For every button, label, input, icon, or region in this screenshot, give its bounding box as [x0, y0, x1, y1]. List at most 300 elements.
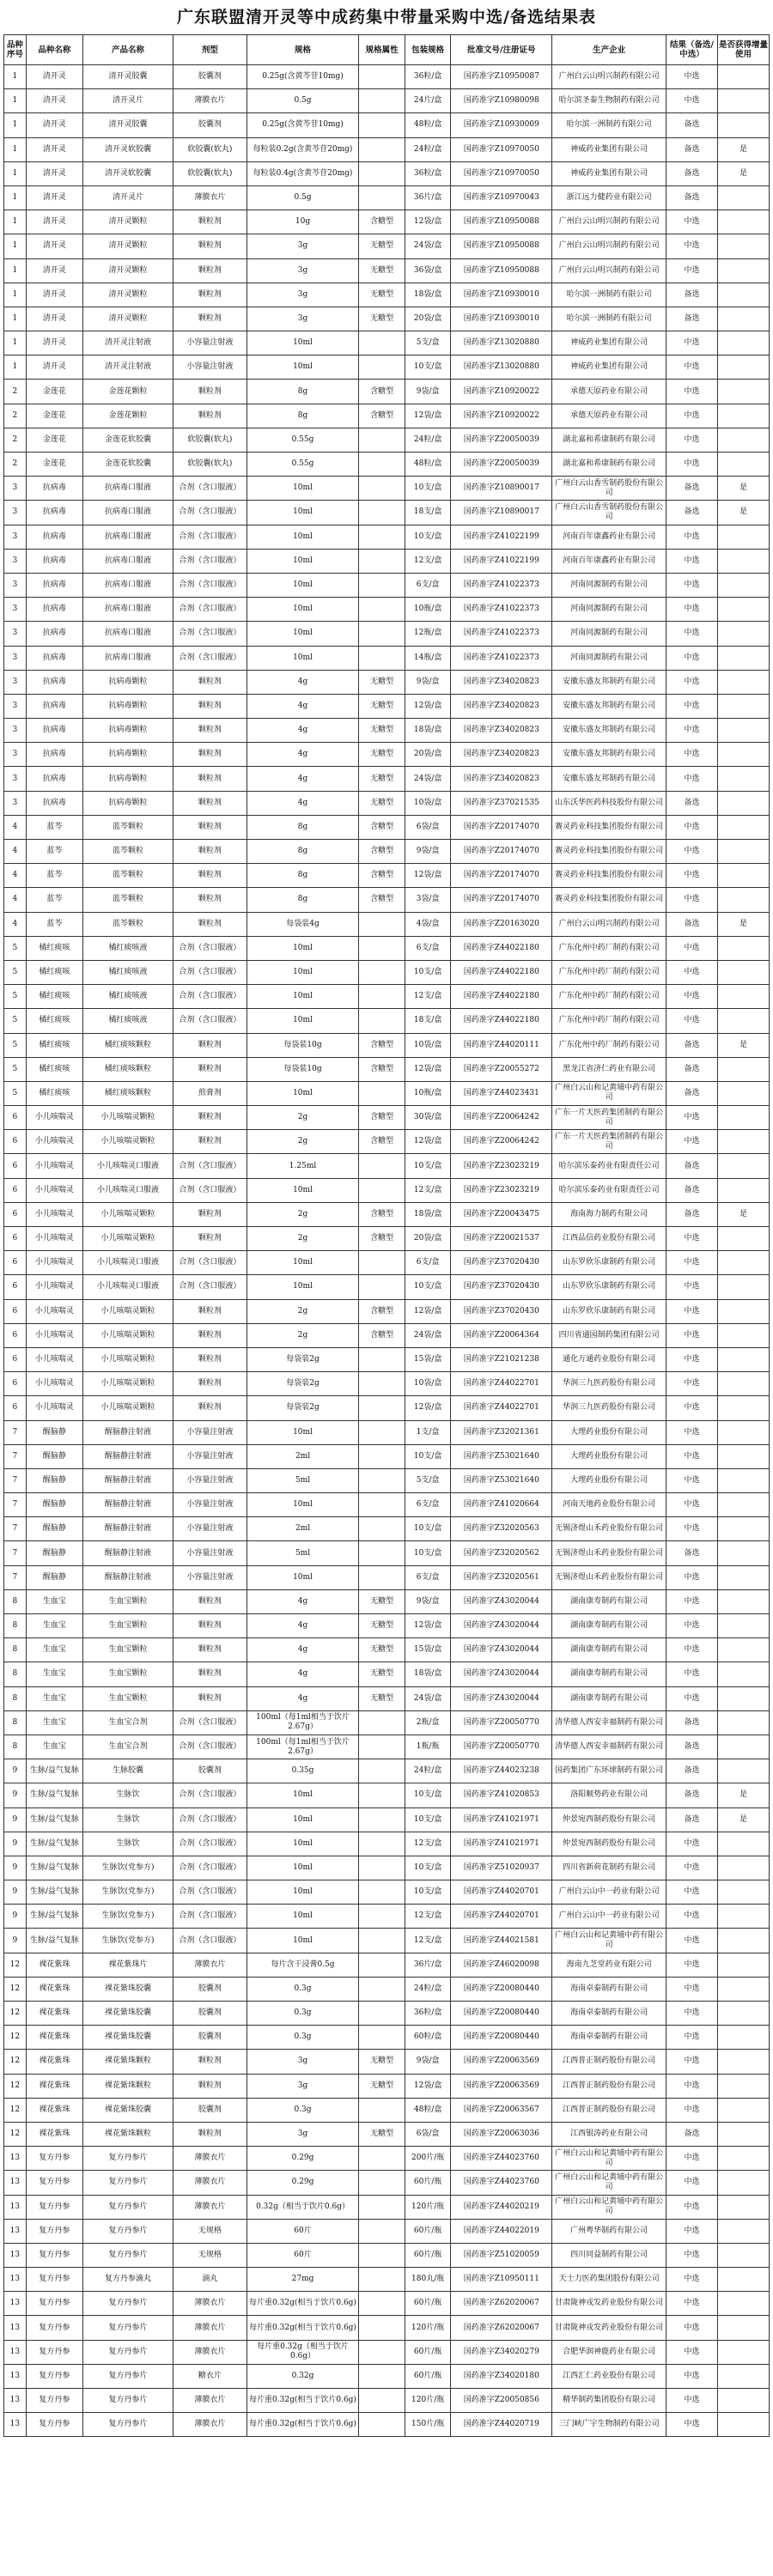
table-cell: 7 [4, 1444, 27, 1468]
table-cell [717, 1420, 769, 1444]
table-cell: 国药准字Z41022373 [451, 622, 552, 646]
table-cell: 广州白云山和记黄埔中药有限公司 [552, 2195, 666, 2219]
table-cell: 神威药业集团有限公司 [552, 161, 666, 185]
table-cell: 生脉/益气复脉 [26, 1905, 82, 1929]
table-cell: 国药准字Z23023219 [451, 1178, 552, 1202]
table-cell: 国药准字Z20050770 [451, 1735, 552, 1759]
table-cell: 蓝芩 [26, 840, 82, 864]
table-cell: 2g [247, 1323, 359, 1347]
table-cell: 12 [4, 2074, 27, 2098]
table-row [4, 1541, 770, 1565]
table-cell: 广州白云山香雪制药股份有限公司 [552, 501, 666, 525]
table-cell [359, 453, 405, 477]
table-cell: 10ml [247, 1420, 359, 1444]
table-cell: 小容量注射液 [173, 331, 247, 355]
table-cell: 醒脑静 [26, 1468, 82, 1492]
table-cell: 10ml [247, 598, 359, 622]
table-cell: 颗粒剂 [173, 1662, 247, 1686]
table-cell [717, 719, 769, 743]
table-cell: 10支/盒 [405, 1783, 451, 1807]
table-cell: 小儿咳喘灵 [26, 1275, 82, 1299]
table-cell: 10支/盒 [405, 1444, 451, 1468]
table-cell: 中选 [666, 2268, 717, 2292]
table-cell: 国药准字Z10930010 [451, 283, 552, 307]
table-cell: 小儿咳喘灵 [26, 1251, 82, 1275]
table-cell [359, 1710, 405, 1735]
table-cell: 抗病毒 [26, 477, 82, 501]
table-cell: 薄膜衣片 [173, 2195, 247, 2219]
table-cell: 国药准字Z20174070 [451, 888, 552, 912]
table-cell: 10支/盒 [405, 525, 451, 549]
table-cell: 9 [4, 1856, 27, 1880]
table-cell [359, 1880, 405, 1905]
table-cell [717, 1396, 769, 1420]
table-cell: 国药准字Z10890017 [451, 501, 552, 525]
table-cell: 国药准字Z44022701 [451, 1396, 552, 1420]
table-cell: 国药准字Z51020059 [451, 2243, 552, 2267]
table-cell: 5 [4, 1057, 27, 1081]
table-cell: 广州白云山明兴制药有限公司 [552, 258, 666, 283]
table-cell: 9 [4, 1759, 27, 1783]
table-cell: 8 [4, 1735, 27, 1759]
table-cell: 10ml [247, 646, 359, 670]
table-cell: 通化万通药业股份有限公司 [552, 1347, 666, 1371]
table-cell [717, 2268, 769, 2292]
table-cell: 国药准字Z37021535 [451, 791, 552, 815]
table-cell [359, 1275, 405, 1299]
table-cell: 小容量注射液 [173, 1565, 247, 1589]
table-cell: 清开灵注射液 [83, 331, 173, 355]
table-cell: 0.25g(含黄芩苷10mg) [247, 65, 359, 89]
table-cell: 哈尔滨一洲制药有限公司 [552, 113, 666, 137]
table-cell: 甘肃陇神戎发药业股份有限公司 [552, 2316, 666, 2340]
table-cell [717, 2026, 769, 2050]
table-cell: 10ml [247, 1565, 359, 1589]
table-cell: 150片/瓶 [405, 2413, 451, 2437]
table-cell: 安徽东盛友邦制药有限公司 [552, 743, 666, 767]
table-row [4, 1202, 770, 1226]
table-cell: 颗粒剂 [173, 670, 247, 694]
table-cell: 6支/盒 [405, 936, 451, 960]
table-cell: 是 [717, 1202, 769, 1226]
table-cell: 2g [247, 1106, 359, 1130]
table-cell: 备选 [666, 1202, 717, 1226]
table-cell: 生脉饮(党参方) [83, 1929, 173, 1953]
table-cell: 国药准字Z44020111 [451, 1033, 552, 1057]
table-cell: 0.5g [247, 89, 359, 113]
table-cell: 中选 [666, 1130, 717, 1154]
table-cell: 复方丹参 [26, 2413, 82, 2437]
table-cell: 无糖型 [359, 307, 405, 331]
table-row [4, 1880, 770, 1905]
table-cell: 12袋/盒 [405, 864, 451, 888]
table-row [4, 137, 770, 161]
table-cell: 含糖型 [359, 1033, 405, 1057]
table-cell: 1 [4, 307, 27, 331]
table-cell: 15袋/盒 [405, 1347, 451, 1371]
table-cell: 蓝芩颗粒 [83, 864, 173, 888]
table-cell: 0.3g [247, 1977, 359, 2001]
table-cell: 2 [4, 404, 27, 428]
table-cell: 7 [4, 1541, 27, 1565]
table-cell: 蓝芩 [26, 888, 82, 912]
table-cell: 国药准字Z34020823 [451, 719, 552, 743]
table-cell: 含糖型 [359, 404, 405, 428]
table-row [4, 1009, 770, 1033]
table-cell: 7 [4, 1493, 27, 1517]
table-row [4, 453, 770, 477]
table-cell: 6 [4, 1275, 27, 1299]
table-cell: 颗粒剂 [173, 694, 247, 718]
table-row [4, 89, 770, 113]
table-cell: 小儿咳喘灵颗粒 [83, 1372, 173, 1396]
table-cell: 国药准字Z20050770 [451, 1710, 552, 1735]
table-cell: 颗粒剂 [173, 815, 247, 839]
table-cell: 裸花紫珠颗粒 [83, 2050, 173, 2074]
table-cell: 备选 [666, 137, 717, 161]
table-cell: 6 [4, 1323, 27, 1347]
table-row [4, 525, 770, 549]
table-cell: 中选 [666, 1299, 717, 1323]
table-cell: 10支/盒 [405, 1154, 451, 1178]
table-cell: 12 [4, 2050, 27, 2074]
table-cell: 18支/盒 [405, 501, 451, 525]
table-cell [359, 2243, 405, 2267]
table-cell: 12袋/盒 [405, 404, 451, 428]
table-cell: 4 [4, 840, 27, 864]
table-cell: 胶囊剂 [173, 1759, 247, 1783]
table-cell: 颗粒剂 [173, 404, 247, 428]
table-cell: 12支/盒 [405, 1905, 451, 1929]
table-cell: 金莲花软胶囊 [83, 453, 173, 477]
table-cell: 薄膜衣片 [173, 1953, 247, 1977]
table-cell: 10支/盒 [405, 1517, 451, 1541]
table-cell: 广州白云山香雪制药股份有限公司 [552, 477, 666, 501]
table-cell: 裸花紫珠胶囊 [83, 2026, 173, 2050]
table-row [4, 501, 770, 525]
table-cell: 合剂（含口服液） [173, 1783, 247, 1807]
table-cell: 颗粒剂 [173, 1323, 247, 1347]
table-cell: 颗粒剂 [173, 1130, 247, 1154]
table-cell: 复方丹参片 [83, 2340, 173, 2364]
table-cell: 20袋/盒 [405, 743, 451, 767]
table-row [4, 840, 770, 864]
table-cell: 24粒/盒 [405, 1977, 451, 2001]
table-cell: 小儿咳喘灵 [26, 1372, 82, 1396]
table-cell: 国药准字Z21021238 [451, 1347, 552, 1371]
table-cell: 国药准字Z43020044 [451, 1638, 552, 1662]
table-row [4, 113, 770, 137]
table-cell: 湖南康寿制药有限公司 [552, 1686, 666, 1710]
table-cell: 小儿咳喘灵 [26, 1347, 82, 1371]
table-cell: 仲景宛西制药股份有限公司 [552, 1807, 666, 1832]
table-cell: 复方丹参片 [83, 2292, 173, 2316]
table-cell: 10ml [247, 1880, 359, 1905]
table-cell: 中选 [666, 815, 717, 839]
table-cell: 中选 [666, 2389, 717, 2413]
table-cell: 清开灵 [26, 185, 82, 210]
table-cell: 每袋装10g [247, 1057, 359, 1081]
table-cell: 3 [4, 646, 27, 670]
table-cell: 神威药业集团有限公司 [552, 331, 666, 355]
table-cell: 国药准字Z44023431 [451, 1081, 552, 1105]
table-cell: 3 [4, 573, 27, 597]
table-cell: 6袋/盒 [405, 2122, 451, 2146]
table-cell: 合剂（含口服液） [173, 501, 247, 525]
table-cell: 3袋/盒 [405, 888, 451, 912]
table-cell: 清开灵 [26, 355, 82, 380]
table-cell: 24袋/盒 [405, 1323, 451, 1347]
table-cell: 中选 [666, 1953, 717, 1977]
table-cell: 颗粒剂 [173, 888, 247, 912]
table-cell: 8 [4, 1662, 27, 1686]
table-cell [359, 1081, 405, 1105]
table-cell: 合剂（含口服液） [173, 646, 247, 670]
table-cell: 备选 [666, 1541, 717, 1565]
table-cell: 国药准字Z44023760 [451, 2147, 552, 2171]
table-cell: 颗粒剂 [173, 1202, 247, 1226]
table-cell: 8g [247, 840, 359, 864]
table-row [4, 2026, 770, 2050]
table-cell [359, 2026, 405, 2050]
table-cell [359, 1759, 405, 1783]
table-cell: 生血宝颗粒 [83, 1662, 173, 1686]
table-cell: 抗病毒 [26, 694, 82, 718]
table-cell: 清开灵胶囊 [83, 113, 173, 137]
table-cell: 无糖型 [359, 2074, 405, 2098]
table-cell: 备选 [666, 307, 717, 331]
table-cell: 复方丹参 [26, 2364, 82, 2388]
table-cell: 醒脑静 [26, 1444, 82, 1468]
table-cell: 无糖型 [359, 1686, 405, 1710]
table-cell: 蓝芩 [26, 864, 82, 888]
table-cell: 生血宝 [26, 1589, 82, 1613]
table-cell: 9 [4, 1832, 27, 1856]
table-cell: 裸花紫珠 [26, 2002, 82, 2026]
table-cell: 1支/盒 [405, 1420, 451, 1444]
table-cell: 江西普正制药股份有限公司 [552, 2098, 666, 2122]
table-cell: 神威药业集团有限公司 [552, 355, 666, 380]
table-cell: 国药准字Z20050039 [451, 428, 552, 452]
table-cell: 中选 [666, 2147, 717, 2171]
table-cell [717, 2364, 769, 2388]
table-row [4, 2243, 770, 2267]
table-cell: 1 [4, 258, 27, 283]
table-cell: 国药准字Z20064364 [451, 1323, 552, 1347]
table-cell: 抗病毒口服液 [83, 622, 173, 646]
table-cell: 10ml [247, 573, 359, 597]
table-cell: 颗粒剂 [173, 1106, 247, 1130]
table-cell: 薄膜衣片 [173, 2292, 247, 2316]
table-cell: 无糖型 [359, 2050, 405, 2074]
table-cell [717, 815, 769, 839]
table-cell: 10ml [247, 985, 359, 1009]
table-cell: 24袋/盒 [405, 767, 451, 791]
table-cell: 薄膜衣片 [173, 185, 247, 210]
table-cell: 蓝芩颗粒 [83, 840, 173, 864]
table-cell: 10ml [247, 1081, 359, 1105]
table-cell: 清开灵颗粒 [83, 307, 173, 331]
table-cell: 小容量注射液 [173, 355, 247, 380]
table-cell: 中选 [666, 404, 717, 428]
table-cell: 国药准字Z32020562 [451, 1541, 552, 1565]
table-cell: 7 [4, 1420, 27, 1444]
table-row [4, 2195, 770, 2219]
table-cell: 国药准字Z44023760 [451, 2171, 552, 2195]
table-row [4, 1347, 770, 1371]
table-cell: 10ml [247, 525, 359, 549]
table-cell [717, 646, 769, 670]
table-cell: 1 [4, 185, 27, 210]
table-cell [717, 2316, 769, 2340]
table-cell: 小容量注射液 [173, 1541, 247, 1565]
table-cell [717, 1638, 769, 1662]
table-cell: 3 [4, 501, 27, 525]
table-cell: 无糖型 [359, 743, 405, 767]
table-cell [359, 185, 405, 210]
table-cell: 6支/盒 [405, 1493, 451, 1517]
table-cell: 每片含干浸膏0.5g [247, 1953, 359, 1977]
table-cell: 10ml [247, 960, 359, 984]
table-cell [717, 985, 769, 1009]
table-cell: 裸花紫珠胶囊 [83, 2098, 173, 2122]
table-cell: 12袋/盒 [405, 210, 451, 234]
table-cell [717, 960, 769, 984]
table-cell: 蓝芩颗粒 [83, 888, 173, 912]
table-cell: 中选 [666, 1227, 717, 1251]
table-cell: 4袋/盒 [405, 912, 451, 936]
table-cell [717, 791, 769, 815]
table-cell [359, 1396, 405, 1420]
table-cell: 1 [4, 234, 27, 258]
table-cell: 13 [4, 2413, 27, 2437]
table-cell: 中选 [666, 1856, 717, 1880]
table-cell: 备选 [666, 501, 717, 525]
table-cell: 小儿咳喘灵 [26, 1202, 82, 1226]
table-cell [717, 1735, 769, 1759]
table-row [4, 1856, 770, 1880]
table-cell: 国药准字Z10950087 [451, 65, 552, 89]
table-cell: 颗粒剂 [173, 307, 247, 331]
table-cell: 4 [4, 888, 27, 912]
table-cell: 无糖型 [359, 1614, 405, 1638]
table-cell: 0.5g [247, 185, 359, 210]
table-cell [717, 428, 769, 452]
table-cell: 含糖型 [359, 815, 405, 839]
table-cell: 中选 [666, 840, 717, 864]
table-body [4, 65, 770, 2437]
table-cell: 生脉/益气复脉 [26, 1856, 82, 1880]
table-cell: 国药准字Z20064242 [451, 1130, 552, 1154]
table-cell: 是 [717, 161, 769, 185]
table-cell [717, 1081, 769, 1105]
table-cell [359, 2219, 405, 2243]
table-cell: 6 [4, 1130, 27, 1154]
table-cell [359, 331, 405, 355]
table-cell: 中选 [666, 1832, 717, 1856]
table-cell: 中选 [666, 258, 717, 283]
table-cell: 2g [247, 1299, 359, 1323]
table-cell: 13 [4, 2389, 27, 2413]
table-cell: 合剂（含口服液） [173, 1905, 247, 1929]
table-cell: 江西银涛药业有限公司 [552, 2122, 666, 2146]
table-cell: 裸花紫珠 [26, 2098, 82, 2122]
table-cell: 生血宝合剂 [83, 1735, 173, 1759]
table-cell: 国药准字Z10950111 [451, 2268, 552, 2292]
table-cell: 海南卓泰制药有限公司 [552, 2026, 666, 2050]
table-cell: 醒脑静 [26, 1493, 82, 1517]
table-cell: 清开灵 [26, 283, 82, 307]
table-cell: 备选 [666, 1807, 717, 1832]
table-cell: 薄膜衣片 [173, 89, 247, 113]
table-cell: 国药准字Z32021361 [451, 1420, 552, 1444]
table-cell: 清开灵颗粒 [83, 258, 173, 283]
table-cell [717, 1057, 769, 1081]
table-cell: 30袋/盒 [405, 1106, 451, 1130]
table-cell: 软胶囊(软丸) [173, 428, 247, 452]
table-cell: 中选 [666, 1662, 717, 1686]
table-cell [717, 1759, 769, 1783]
table-cell: 6 [4, 1251, 27, 1275]
table-cell: 中选 [666, 622, 717, 646]
table-row [4, 185, 770, 210]
table-cell: 10支/盒 [405, 355, 451, 380]
table-cell: 华润三九医药股份有限公司 [552, 1372, 666, 1396]
header-cell: 规格 [247, 35, 359, 65]
table-cell: 复方丹参 [26, 2171, 82, 2195]
table-cell: 广东化州中药厂制药有限公司 [552, 1033, 666, 1057]
table-cell: 5 [4, 1081, 27, 1105]
table-cell [359, 1856, 405, 1880]
table-cell: 3g [247, 2050, 359, 2074]
table-cell: 6 [4, 1396, 27, 1420]
table-cell: 备选 [666, 912, 717, 936]
table-cell: 薄膜衣片 [173, 2316, 247, 2340]
table-cell: 备选 [666, 1178, 717, 1202]
table-cell: 国药准字Z20080440 [451, 1977, 552, 2001]
table-cell [359, 2316, 405, 2340]
table-cell: 国药准字Z10980098 [451, 89, 552, 113]
table-cell [717, 1517, 769, 1541]
table-cell [359, 573, 405, 597]
table-row [4, 1323, 770, 1347]
table-cell: 小儿咳喘灵 [26, 1227, 82, 1251]
table-cell: 中选 [666, 2316, 717, 2340]
table-cell: 大理药业股份有限公司 [552, 1468, 666, 1492]
table-cell: 48粒/盒 [405, 113, 451, 137]
table-cell: 9 [4, 1880, 27, 1905]
table-cell: 裸花紫珠颗粒 [83, 2122, 173, 2146]
table-cell: 抗病毒 [26, 549, 82, 573]
table-cell: 4g [247, 719, 359, 743]
table-cell: 国药准字Z20080440 [451, 2026, 552, 2050]
table-cell: 0.35g [247, 1759, 359, 1783]
table-cell: 国药准字Z34020823 [451, 767, 552, 791]
table-cell: 2瓶/盒 [405, 1710, 451, 1735]
table-row [4, 1106, 770, 1130]
table-cell: 小儿咳喘灵颗粒 [83, 1130, 173, 1154]
table-cell: 复方丹参片 [83, 2316, 173, 2340]
table-cell: 0.29g [247, 2171, 359, 2195]
table-row [4, 743, 770, 767]
table-cell: 合剂（含口服液） [173, 549, 247, 573]
table-cell: 无锡济煜山禾药业股份有限公司 [552, 1565, 666, 1589]
table-cell: 抗病毒颗粒 [83, 767, 173, 791]
table-cell: 合剂（含口服液） [173, 1275, 247, 1299]
table-cell: 颗粒剂 [173, 1589, 247, 1613]
table-cell [359, 1735, 405, 1759]
table-cell: 每片重0.32g(相当于饮片0.6g) [247, 2389, 359, 2413]
